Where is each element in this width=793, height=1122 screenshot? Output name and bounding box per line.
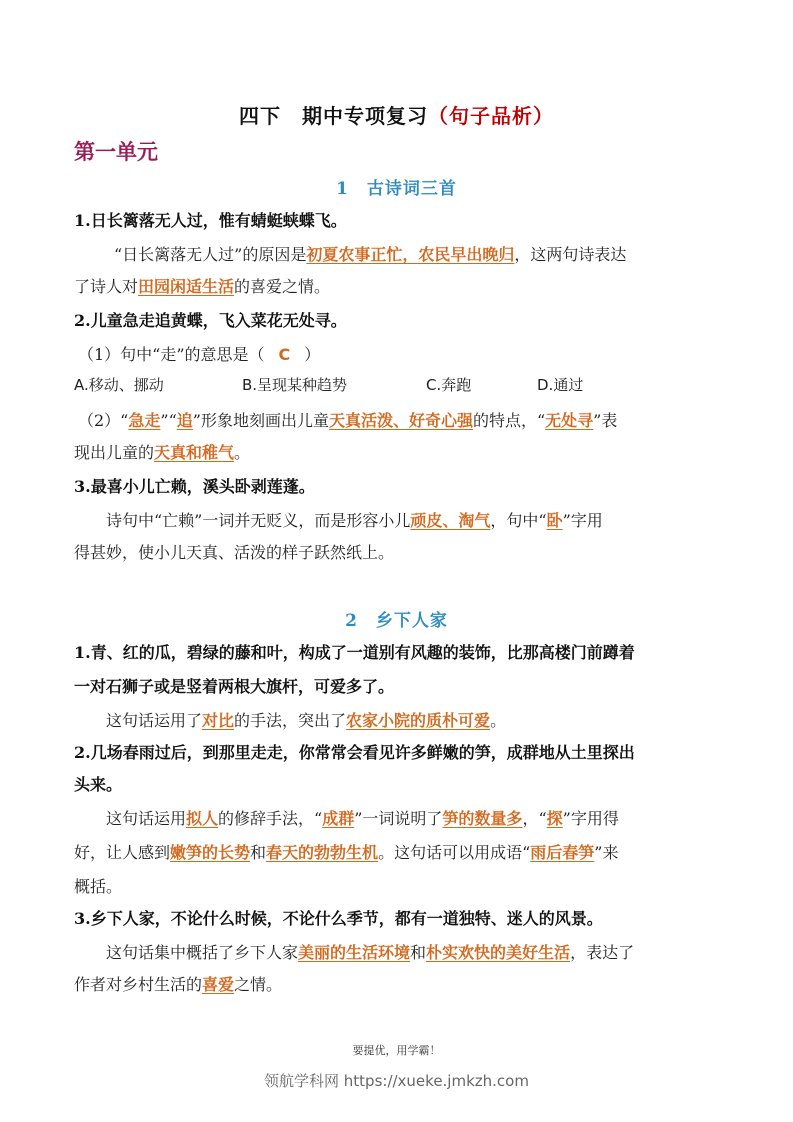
text: ”字用 (562, 511, 603, 530)
q3-answer-line-2: 得甚妙，使小儿天真、活泼的样子跃然纸上。 (74, 543, 395, 562)
q1-answer-line-1 (114, 242, 626, 265)
choice-d: D.通过 (537, 376, 584, 394)
lesson-2-heading: 2 乡下人家 (345, 611, 448, 631)
choice-a: A.移动、挪动 (74, 376, 164, 394)
q6-answer-line-2 (74, 972, 282, 995)
q6-heading: 3.乡下人家，不论什么时候，不论什么季节，都有一道独特、迷人的风景。 (74, 909, 603, 928)
title-main: 四下 期中专项复习 (239, 104, 428, 128)
answer: 卧 (546, 511, 563, 530)
answer: 天真和稚气 (154, 443, 235, 462)
text: 的修辞手法，“ (218, 809, 323, 828)
answer: 探 (546, 809, 563, 828)
text: 和 (410, 943, 427, 962)
q4-answer (106, 708, 506, 731)
answer: 朴实欢快的美好生活 (426, 943, 571, 962)
text: （2）“ (78, 411, 129, 430)
answer: 追 (176, 411, 193, 430)
answer: 拟人 (186, 809, 219, 828)
footer-slogan: 要提优，用学霸！ (352, 1044, 441, 1057)
text: ”一词说明了 (354, 809, 443, 828)
text: ”“ (160, 411, 177, 430)
answer: 春天的勃勃生机 (266, 843, 379, 862)
q3-answer-line-1 (106, 508, 603, 531)
text: 的特点，“ (472, 411, 546, 430)
text: 好，让人感到 (74, 843, 171, 862)
q4-heading-line-2: 一对石狮子或是竖着两根大旗杆，可爱多了。 (74, 677, 395, 696)
text: 这句话集中概括了乡下人家 (106, 943, 299, 962)
text: 和 (250, 843, 267, 862)
page-title (0, 100, 793, 129)
answer: 喜爱 (202, 975, 235, 994)
answer: 急走 (128, 411, 161, 430)
answer: 对比 (202, 711, 235, 730)
text: 。这句话可以用成语“ (378, 843, 531, 862)
text: 这句话运用 (106, 809, 187, 828)
answer: 美丽的生活环境 (298, 943, 411, 962)
q2-sub2-line-2 (74, 440, 250, 463)
answer: 农家小院的质朴可爱 (346, 711, 491, 730)
text: ”来 (594, 843, 619, 862)
choice-c: C.奔跑 (426, 376, 472, 394)
q2-heading: 2.儿童急走追黄蝶，飞入菜花无处寻。 (74, 311, 347, 330)
lesson-1-heading: 1 古诗词三首 (336, 179, 457, 199)
answer: 田园闲适生活 (138, 277, 235, 296)
text: 作者对乡村生活的 (74, 975, 203, 994)
unit-heading: 第一单元 (74, 139, 158, 164)
answer: 雨后春笋 (530, 843, 595, 862)
q5-answer-line-3: 概括。 (74, 877, 123, 896)
title-accent: （句子品析） (428, 104, 554, 128)
answer: C (278, 345, 291, 364)
q5-answer-line-1 (106, 806, 619, 829)
text: 这句话运用了 (106, 711, 203, 730)
text: （1）句中“走”的意思是（ (78, 345, 265, 364)
q5-heading-line-1: 2.几场春雨过后，到那里走走，你常常会看见许多鲜嫩的笋，成群地从土里探出 (74, 743, 635, 762)
q2-sub2-line-1 (78, 408, 617, 431)
q6-answer-line-1 (106, 940, 634, 963)
q2-sub1 (78, 342, 320, 365)
text: ） (304, 345, 321, 364)
text: ，这两句诗表达 (514, 245, 627, 264)
text: ，“ (522, 809, 547, 828)
text: “日长篱落无人过”的原因是 (114, 245, 307, 264)
text: 。 (490, 711, 507, 730)
text: ”字用得 (562, 809, 619, 828)
answer: 顽皮、淘气 (410, 511, 491, 530)
answer: 笋的数量多 (442, 809, 523, 828)
text: 诗句中“亡赖”一词并无贬义，而是形容小儿 (106, 511, 411, 530)
text: 的喜爱之情。 (234, 277, 331, 296)
answer: 无处寻 (545, 411, 594, 430)
answer: 嫩笋的长势 (170, 843, 251, 862)
text: 了诗人对 (74, 277, 139, 296)
answer: 成群 (322, 809, 355, 828)
text: 现出儿童的 (74, 443, 155, 462)
q5-answer-line-2 (74, 840, 618, 863)
text: ，表达了 (570, 943, 635, 962)
q1-answer-line-2 (74, 274, 330, 297)
text: 。 (234, 443, 251, 462)
text: 的手法，突出了 (234, 711, 347, 730)
text: 之情。 (234, 975, 283, 994)
text: ，句中“ (490, 511, 547, 530)
text: ”表 (593, 411, 618, 430)
choice-b: B.呈现某种趋势 (242, 376, 348, 394)
q3-heading: 3.最喜小儿亡赖，溪头卧剥莲蓬。 (74, 477, 315, 496)
footer-site: 领航学科网 https://xueke.jmkzh.com (264, 1072, 529, 1090)
answer: 初夏农事正忙，农民早出晚归 (306, 245, 515, 264)
q4-heading-line-1: 1.青、红的瓜，碧绿的藤和叶，构成了一道别有风趣的装饰，比那高楼门前蹲着 (74, 643, 635, 662)
q1-heading: 1.日长篱落无人过，惟有蜻蜓蛱蝶飞。 (74, 211, 347, 230)
text: ”形象地刻画出儿童 (192, 411, 329, 430)
answer: 天真活泼、好奇心强 (328, 411, 473, 430)
q5-heading-line-2: 头来。 (74, 775, 123, 794)
